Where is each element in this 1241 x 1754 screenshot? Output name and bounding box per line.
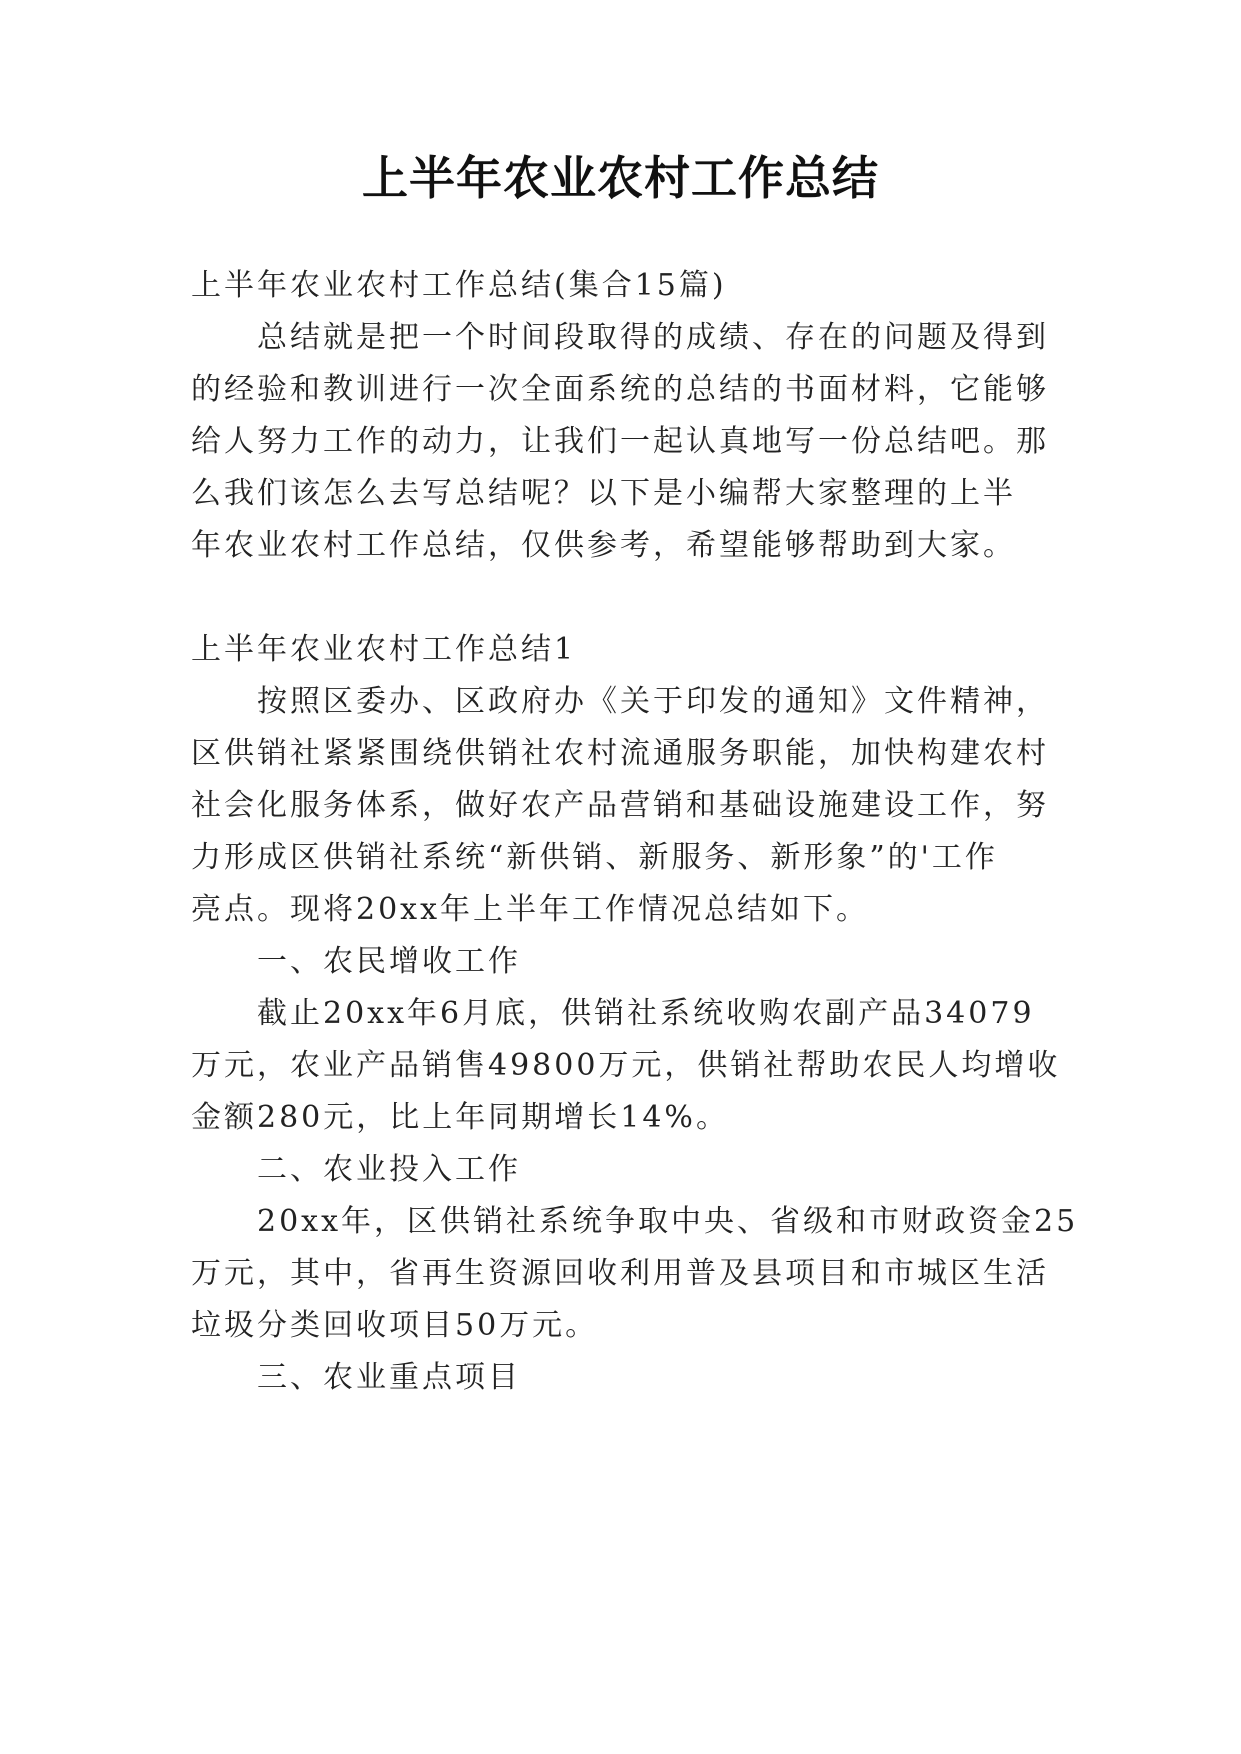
body-paragraph-line: 垃圾分类回收项目50万元。 (191, 1308, 599, 1343)
body-paragraph-line: 金额280元，比上年同期增长14%。 (191, 1100, 729, 1135)
document-title: 上半年农业农村工作总结 (362, 151, 879, 205)
collection-subtitle: 上半年农业农村工作总结(集合15篇) (191, 268, 727, 303)
intro-paragraph-line: 总结就是把一个时间段取得的成绩、存在的问题及得到 (257, 320, 1049, 355)
body-paragraph-line: 20xx年，区供销社系统争取中央、省级和市财政资金25 (257, 1204, 1079, 1239)
subsection-heading: 二、农业投入工作 (257, 1152, 521, 1187)
subsection-heading: 三、农业重点项目 (257, 1360, 521, 1395)
body-paragraph-line: 截止20xx年6月底，供销社系统收购农副产品34079 (257, 996, 1035, 1031)
intro-paragraph-line: 的经验和教训进行一次全面系统的总结的书面材料，它能够 (191, 372, 1049, 407)
body-paragraph-line: 区供销社紧紧围绕供销社农村流通服务职能，加快构建农村 (191, 736, 1049, 771)
body-paragraph-line: 万元，农业产品销售49800万元，供销社帮助农民人均增收 (191, 1048, 1061, 1083)
body-paragraph-line: 万元，其中，省再生资源回收利用普及县项目和市城区生活 (191, 1256, 1049, 1291)
subsection-heading: 一、农民增收工作 (257, 944, 521, 979)
section-heading: 上半年农业农村工作总结1 (191, 632, 577, 667)
intro-paragraph-line: 年农业农村工作总结，仅供参考，希望能够帮助到大家。 (191, 528, 1016, 563)
body-paragraph-line: 社会化服务体系，做好农产品营销和基础设施建设工作，努 (191, 788, 1049, 823)
body-paragraph-line: 亮点。现将20xx年上半年工作情况总结如下。 (191, 892, 870, 927)
body-paragraph-line: 按照区委办、区政府办《关于印发的通知》文件精神， (257, 684, 1049, 719)
body-paragraph-line: 力形成区供销社系统“新供销、新服务、新形象”的'工作 (191, 840, 998, 875)
intro-paragraph-line: 么我们该怎么去写总结呢？以下是小编帮大家整理的上半 (191, 476, 1016, 511)
intro-paragraph-line: 给人努力工作的动力，让我们一起认真地写一份总结吧。那 (191, 424, 1049, 459)
